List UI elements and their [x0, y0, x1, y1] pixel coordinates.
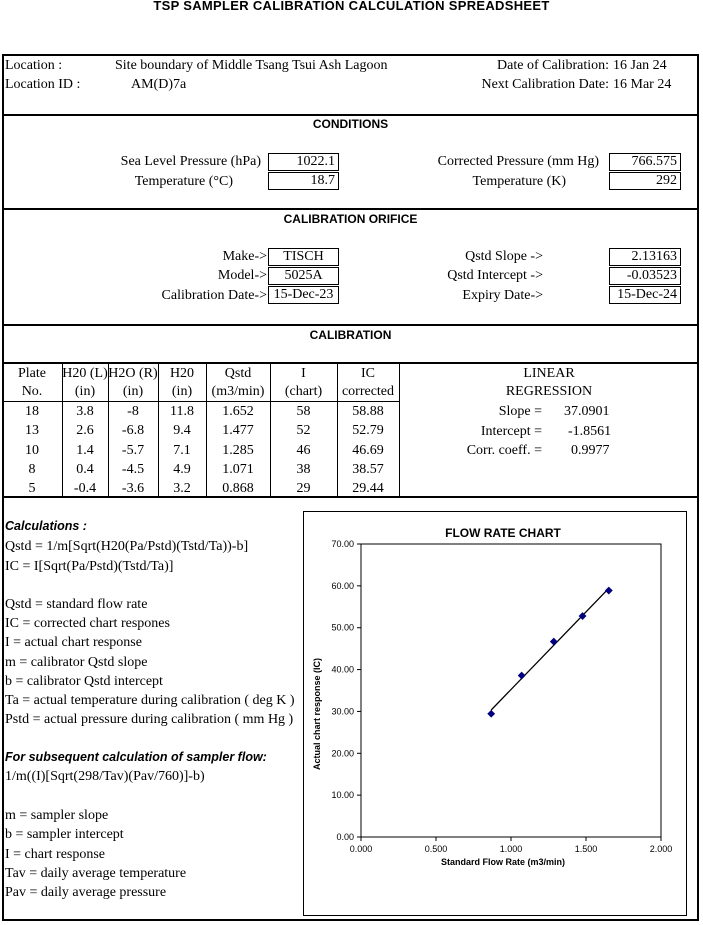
table-cell: 8 [28, 461, 36, 477]
expiry-date-value: 15-Dec-24 [609, 286, 681, 304]
table-cell: 0.4 [76, 461, 94, 477]
table-header-cell: (m3/min) [211, 384, 265, 399]
regression-slope-label: Slope = [498, 404, 542, 419]
table-cell: 18 [25, 404, 39, 419]
temperature-k-label: Temperature (K) [472, 174, 566, 189]
divider [2, 114, 699, 116]
calculation-line: Pstd = actual pressure during calibration ( mm Hg ) [5, 712, 294, 728]
table-cell: -4.5 [121, 461, 145, 477]
calibration-date-label: Calibration Date-> [161, 288, 267, 303]
table-cell: -6.8 [121, 423, 145, 439]
sampler-formula: 1/m((I)[Sqrt(298/Tav)(Pav/760)]-b) [5, 769, 205, 784]
make-label: Make-> [222, 249, 267, 264]
table-header-cell: (in) [122, 384, 144, 399]
chart-title: FLOW RATE CHART [445, 526, 561, 540]
next-calibration-value: 16 Mar 24 [613, 77, 672, 92]
table-header-cell: (chart) [284, 384, 323, 399]
table-cell: 52 [296, 423, 311, 439]
y-axis-label: Actual chart response (IC) [312, 657, 322, 771]
x-tick-label: 0.000 [349, 844, 373, 854]
model-label: Model-> [217, 268, 267, 283]
table-header-cell: LINEAR [523, 366, 575, 381]
column-divider [399, 362, 400, 496]
calculation-line: b = sampler intercept [5, 827, 124, 843]
qstd-intercept-label: Qstd Intercept -> [447, 268, 543, 283]
qstd-intercept-value: -0.03523 [609, 267, 681, 285]
sea-level-pressure-value: 1022.1 [268, 153, 339, 171]
qstd-slope-value: 2.13163 [609, 248, 681, 266]
x-axis-label: Standard Flow Rate (m3/min) [440, 857, 566, 867]
calculation-line: b = calibrator Qstd intercept [5, 673, 163, 689]
temperature-k-value: 292 [609, 172, 681, 190]
table-cell: 4.9 [173, 461, 191, 477]
table-cell: 58.88 [352, 404, 384, 419]
table-cell: 46 [296, 442, 311, 458]
divider [2, 324, 699, 326]
calculation-line: Qstd = 1/m[Sqrt(H20(Pa/Pstd)(Tstd/Ta))-b] [5, 539, 249, 554]
subsequent-heading: For subsequent calculation of sampler flow: [5, 750, 267, 764]
table-cell: 1.071 [222, 461, 254, 477]
location-value: Site boundary of Middle Tsang Tsui Ash Lagoon [115, 58, 388, 73]
table-header-cell: H20 (L) [62, 366, 108, 381]
table-header-cell: H2O (R) [108, 366, 158, 381]
x-tick-label: 1.500 [574, 844, 598, 854]
calculations-heading: Calculations : [5, 519, 87, 533]
table-cell: 11.8 [170, 404, 194, 419]
regression-corr-label: Corr. coeff. = [466, 443, 542, 458]
table-header-cell: IC [361, 366, 375, 381]
table-cell: 2.6 [76, 423, 94, 439]
table-cell: 13 [25, 423, 39, 439]
regression-corr-value: 0.9977 [571, 443, 610, 458]
x-tick-label: 1.000 [499, 844, 523, 854]
sea-level-pressure-label: Sea Level Pressure (hPa) [120, 154, 261, 169]
table-cell: -0.4 [73, 481, 97, 497]
header-underline [2, 401, 399, 402]
table-cell: -3.6 [121, 481, 145, 497]
model-value: 5025A [268, 267, 339, 285]
table-header-cell: Plate [18, 366, 46, 381]
calculation-line: Qstd = standard flow rate [5, 597, 148, 612]
table-cell: 38 [296, 461, 311, 477]
calculation-line: IC = corrected chart respones [5, 616, 170, 632]
table-cell: 1.652 [222, 404, 254, 419]
location-id-label: Location ID : [5, 77, 81, 92]
location-label: Location : [5, 58, 63, 73]
calculation-line: I = chart response [5, 846, 106, 862]
date-of-calibration-value: 16 Jan 24 [613, 58, 667, 73]
calculation-line: Pav = daily average pressure [5, 885, 167, 901]
table-cell: 9.4 [173, 423, 191, 439]
table-header-cell: (in) [171, 384, 193, 399]
x-tick-label: 2.000 [649, 844, 673, 854]
table-cell: 5 [28, 481, 36, 497]
calibration-heading: CALIBRATION [309, 328, 392, 342]
table-cell: 46.69 [352, 442, 384, 458]
calibration-date-value: 15-Dec-23 [268, 286, 339, 304]
make-value: TISCH [268, 248, 339, 266]
next-calibration-label: Next Calibration Date: [481, 77, 609, 92]
table-cell: 29 [296, 481, 311, 497]
calculation-line: Tav = daily average temperature [5, 865, 187, 881]
calculation-line: I = actual chart response [5, 635, 142, 651]
table-cell: 29.44 [352, 481, 384, 497]
calculation-line: IC = I[Sqrt(Pa/Pstd)(Tstd/Ta)] [5, 559, 174, 574]
divider [2, 362, 699, 364]
date-of-calibration-label: Date of Calibration: [497, 58, 609, 73]
flow-rate-chart [303, 511, 687, 916]
table-cell: 10 [25, 442, 39, 458]
y-tick-label: 0.00 [336, 832, 354, 842]
table-header-cell: H20 [169, 366, 195, 381]
y-tick-label: 50.00 [331, 622, 354, 633]
qstd-slope-label: Qstd Slope -> [465, 249, 543, 264]
calculation-line: m = sampler slope [5, 808, 109, 823]
table-cell: 52.79 [352, 423, 384, 439]
page-title: TSP SAMPLER CALIBRATION CALCULATION SPREADSHEET [153, 0, 550, 13]
y-tick-label: 40.00 [331, 664, 354, 675]
y-tick-label: 30.00 [331, 706, 354, 717]
table-header-cell: No. [21, 384, 43, 399]
table-cell: 7.1 [173, 442, 191, 458]
table-header-cell: Qstd [224, 366, 252, 381]
table-header-cell: REGRESSION [505, 384, 593, 399]
table-cell: 1.4 [76, 442, 94, 458]
table-header-cell: I [301, 366, 306, 381]
calculation-line: m = calibrator Qstd slope [5, 654, 148, 670]
regression-slope-value: 37.0901 [564, 404, 610, 419]
x-tick-label: 0.500 [424, 844, 448, 854]
table-cell: -5.7 [121, 442, 145, 458]
table-cell: 3.8 [76, 404, 94, 419]
regression-intercept-value: -1.8561 [568, 424, 612, 439]
corrected-pressure-label: Corrected Pressure (mm Hg) [437, 154, 599, 169]
conditions-heading: CONDITIONS [312, 117, 389, 131]
table-header-cell: corrected [341, 384, 395, 399]
y-tick-label: 10.00 [331, 790, 354, 801]
table-cell: 3.2 [173, 481, 191, 497]
regression-intercept-label: Intercept = [480, 424, 542, 439]
temperature-c-label: Temperature (°C) [134, 174, 233, 189]
table-header-cell: (in) [74, 384, 96, 399]
divider [2, 208, 699, 210]
table-cell: 58 [296, 404, 311, 419]
calculation-line: Ta = actual temperature during calibration ( deg K ) [5, 693, 295, 708]
table-cell: 38.57 [352, 461, 384, 477]
table-cell: 1.285 [222, 442, 254, 458]
y-tick-label: 60.00 [331, 580, 354, 591]
temperature-c-value: 18.7 [268, 172, 339, 190]
table-cell: 0.868 [222, 481, 254, 497]
y-tick-label: 70.00 [331, 539, 354, 549]
expiry-date-label: Expiry Date-> [462, 288, 543, 303]
orifice-heading: CALIBRATION ORIFICE [283, 212, 418, 226]
corrected-pressure-value: 766.575 [609, 153, 681, 171]
table-cell: -8 [127, 404, 139, 419]
location-id-value: AM(D)7a [131, 77, 187, 92]
y-tick-label: 20.00 [331, 748, 354, 759]
table-cell: 1.477 [222, 423, 254, 439]
